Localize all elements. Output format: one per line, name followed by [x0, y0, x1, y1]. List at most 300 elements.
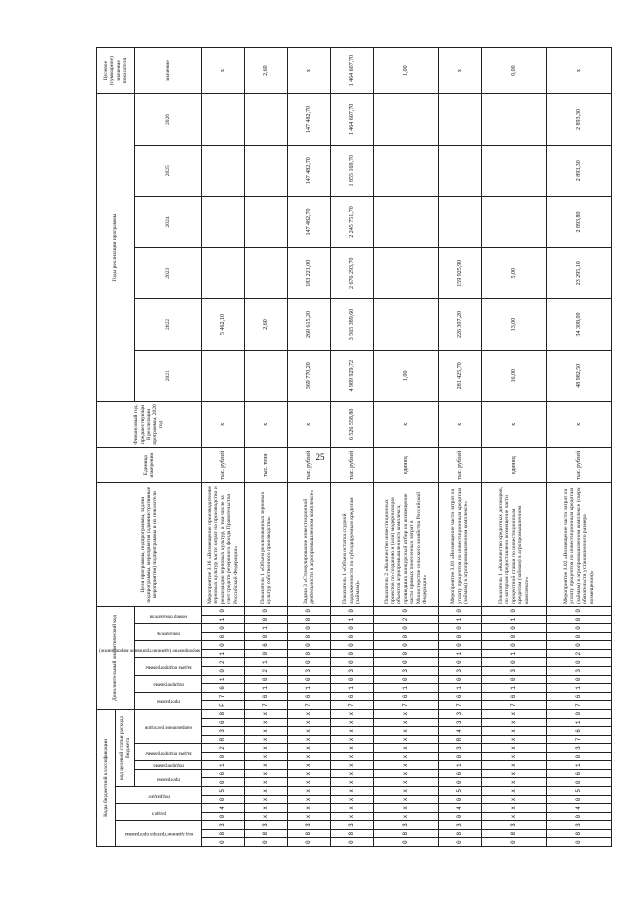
code-digit: х: [288, 787, 331, 796]
target-value: х: [439, 48, 482, 94]
code-digit: х: [374, 744, 439, 753]
program-item-name: Показатель 2 «Количество инвестиционных проектов по созданию и (или) модернизации объектов агропромышленного комплекса, прошедших конкурсный отбор на возмещение части прямых понесенных затрат в Министерстве сельского хозяйства Российской Федерации»: [374, 483, 439, 606]
code-digit: х: [482, 769, 547, 778]
year-value: [245, 196, 288, 247]
year-value: 4 989 929,72: [331, 350, 374, 401]
budget-target-code-header: код целевой статьи расхода бюджета: [116, 709, 135, 786]
code-digit: 0: [331, 675, 374, 684]
program-item-name: Показатель 1 «Объем остатка ссудной задолженности по субсидируемым кредитам (займам)»: [331, 483, 374, 606]
code-digit: 0: [547, 778, 612, 787]
table-row: [482, 48, 547, 847]
code-digit: 0: [547, 641, 612, 650]
target-value: х: [288, 48, 331, 94]
year-value: 2 676 293,70: [331, 248, 374, 299]
code-digit: 3: [482, 821, 547, 830]
financial-year-header: Финансовый год, предшествующий реализации программы, 2020 год: [97, 401, 202, 447]
year-value: 183 221,00: [288, 248, 331, 299]
year-value: [374, 248, 439, 299]
code-digit: 5: [202, 787, 245, 796]
code-digit: 6: [547, 727, 612, 736]
code-digit: 0: [331, 624, 374, 633]
year-value: [482, 196, 547, 247]
code-digit: х: [331, 718, 374, 727]
code-digit: 0: [482, 632, 547, 641]
code-digit: 0: [482, 675, 547, 684]
code-digit: х: [374, 804, 439, 813]
code-digit: х: [482, 795, 547, 804]
code-digit: 0: [547, 675, 612, 684]
code-digit: 8: [374, 829, 439, 838]
code-digit: х: [331, 804, 374, 813]
target-value: 1 464 607,70: [331, 48, 374, 94]
code-digit: 3: [547, 821, 612, 830]
code-digit: 3: [439, 667, 482, 676]
code-digit: 0: [439, 795, 482, 804]
year-value: 260 615,20: [288, 299, 331, 350]
code-digit: 0: [202, 667, 245, 676]
year-value: 2 245 751,70: [331, 196, 374, 247]
code-digit: 6: [202, 632, 245, 641]
year-2022-header: 2022: [135, 299, 202, 350]
code-digit: 1: [439, 761, 482, 770]
code-digit: 0: [331, 658, 374, 667]
code-digit: х: [288, 778, 331, 787]
unit-cell: единиц: [482, 447, 547, 483]
code-digit: 1: [482, 649, 547, 658]
code-digit: 0: [439, 624, 482, 633]
code-digit: 0: [288, 606, 331, 615]
code-digit: 0: [439, 812, 482, 821]
code-digit: 0: [288, 675, 331, 684]
year-value: [482, 94, 547, 145]
code-digit: R: [202, 735, 245, 744]
code-digit: х: [331, 744, 374, 753]
code-digit: 1: [439, 615, 482, 624]
code-digit: 4: [547, 804, 612, 813]
year-value: 147 482,70: [288, 94, 331, 145]
code-digit: х: [482, 761, 547, 770]
code-digit: 3: [547, 744, 612, 753]
code-digit: х: [374, 735, 439, 744]
financial-year-value: х: [547, 401, 612, 447]
code-digit: 8: [331, 829, 374, 838]
code-digit: 7: [439, 701, 482, 710]
code-digit: 3: [288, 821, 331, 830]
year-2026-header: 2026: [135, 94, 202, 145]
table-row: [288, 48, 331, 847]
year-value: 147 482,70: [288, 145, 331, 196]
code-digit: 0: [202, 752, 245, 761]
code-digit: 6: [482, 692, 547, 701]
year-value: [202, 248, 245, 299]
code-digit: х: [288, 709, 331, 718]
code-digit: 3: [374, 821, 439, 830]
code-digit: 0: [374, 624, 439, 633]
code-digit: 0: [439, 606, 482, 615]
table-row: [374, 48, 439, 847]
year-value: 2 893,30: [547, 94, 612, 145]
program-table: [96, 47, 612, 847]
code-digit: 3: [245, 821, 288, 830]
code-digit: 7: [245, 701, 288, 710]
code-digit: 0: [202, 624, 245, 633]
table-row: [547, 48, 612, 847]
code-digit: 7: [374, 701, 439, 710]
year-value: [439, 196, 482, 247]
code-digit: х: [374, 718, 439, 727]
page-number: 25: [315, 452, 325, 462]
code-digit: 0: [374, 675, 439, 684]
code-digit: 0: [547, 709, 612, 718]
code-digit: х: [288, 795, 331, 804]
year-value: [482, 145, 547, 196]
code-digit: 1: [482, 615, 547, 624]
code-digit: 4: [439, 727, 482, 736]
code-digit: х: [482, 709, 547, 718]
add-task-header: задача подпрограммы: [135, 658, 202, 675]
year-value: 2,60: [245, 299, 288, 350]
year-value: [202, 196, 245, 247]
code-digit: х: [482, 718, 547, 727]
code-digit: 6: [245, 692, 288, 701]
code-digit: 1: [202, 615, 245, 624]
year-2024-header: 2024: [135, 196, 202, 247]
year-value: [202, 350, 245, 401]
code-digit: х: [482, 735, 547, 744]
code-digit: 3: [202, 821, 245, 830]
unit-cell: тыс. тонн: [245, 447, 288, 483]
code-digit: х: [482, 787, 547, 796]
year-value: 147 482,70: [288, 196, 331, 247]
code-digit: 2: [202, 744, 245, 753]
code-digit: 3: [439, 744, 482, 753]
financial-year-value: х: [288, 401, 331, 447]
code-digit: х: [482, 778, 547, 787]
code-digit: х: [331, 735, 374, 744]
financial-year-value: х: [374, 401, 439, 447]
year-value: [245, 350, 288, 401]
code-digit: х: [288, 812, 331, 821]
expense-direction-header: направление расходов: [135, 709, 202, 743]
indicator-header: показатель: [135, 624, 202, 641]
code-digit: 0: [374, 632, 439, 641]
unit-cell: тыс. рублей: [439, 447, 482, 483]
code-digit: х: [245, 735, 288, 744]
code-digit: 0: [547, 838, 612, 847]
code-digit: х: [482, 804, 547, 813]
year-value: 1 464 607,70: [331, 94, 374, 145]
year-value: 3 565 389,60: [331, 299, 374, 350]
year-value: [374, 94, 439, 145]
code-digit: 0: [245, 606, 288, 615]
code-digit: 0: [482, 641, 547, 650]
code-digit: х: [482, 727, 547, 736]
table-row: [245, 48, 288, 847]
code-digit: х: [374, 752, 439, 761]
code-digit: 0: [547, 658, 612, 667]
year-value: 2 893,30: [547, 145, 612, 196]
code-digit: 0: [439, 778, 482, 787]
program-item-name: Показатель 1 «Количество кредитных договоров, по которым предоставлено возмещение части процентной ставки по инвестиционным кредитам (займам) в агропромышленном комплексе»: [482, 483, 547, 606]
code-digit: х: [245, 718, 288, 727]
code-digit: 8: [547, 829, 612, 838]
code-digit: х: [288, 718, 331, 727]
indicator-number-header: номер показателя: [135, 606, 202, 623]
code-digit: 0: [331, 632, 374, 641]
code-digit: 0: [439, 632, 482, 641]
code-digit: 1: [439, 649, 482, 658]
code-digit: х: [245, 778, 288, 787]
code-digit: 0: [374, 641, 439, 650]
code-digit: 0: [331, 606, 374, 615]
program-item-name: Мероприятие 3.02 «Возмещение части затрат на уплату процентов по инвестиционным кредитам (займам) в агропромышленном комплексе (сверх обязательств установленного размера возмещения)»: [547, 483, 612, 606]
code-digit: 0: [374, 658, 439, 667]
code-digit: 0: [288, 838, 331, 847]
code-digit: х: [288, 769, 331, 778]
year-value: 5,00: [482, 248, 547, 299]
code-digit: 0: [374, 649, 439, 658]
code-digit: х: [374, 769, 439, 778]
code-digit: х: [245, 812, 288, 821]
year-value: 281 425,70: [439, 350, 482, 401]
year-value: 1,00: [374, 350, 439, 401]
code-digit: 8: [202, 829, 245, 838]
year-value: 5 462,10: [202, 299, 245, 350]
target-value: х: [202, 48, 245, 94]
code-digit: 0: [439, 641, 482, 650]
code-digit: 0: [245, 615, 288, 624]
program-code-header: программа: [135, 769, 202, 786]
add-subprogram-header: подпрограмма: [135, 675, 202, 692]
code-digit: х: [245, 744, 288, 753]
code-digit: х: [245, 804, 288, 813]
subsection-header: подраздел: [116, 787, 202, 804]
code-digit: 0: [439, 675, 482, 684]
code-digit: 1: [439, 684, 482, 693]
code-digit: х: [482, 752, 547, 761]
code-digit: х: [245, 752, 288, 761]
code-digit: 0: [288, 624, 331, 633]
code-digit: 1: [202, 761, 245, 770]
year-value: [202, 145, 245, 196]
code-digit: х: [288, 727, 331, 736]
year-value: [245, 145, 288, 196]
code-digit: х: [245, 769, 288, 778]
year-value: [202, 94, 245, 145]
code-digit: 0: [202, 778, 245, 787]
code-digit: 8: [288, 829, 331, 838]
code-digit: 3: [374, 667, 439, 676]
code-digit: х: [288, 744, 331, 753]
code-digit: х: [288, 761, 331, 770]
code-digit: 1: [482, 684, 547, 693]
year-value: 159 925,90: [439, 248, 482, 299]
code-digit: 1: [202, 675, 245, 684]
code-digit: 4: [439, 804, 482, 813]
code-digit: 0: [202, 606, 245, 615]
year-2021-header: 2021: [135, 350, 202, 401]
code-digit: х: [331, 752, 374, 761]
code-digit: х: [374, 727, 439, 736]
code-digit: 0: [245, 838, 288, 847]
code-digit: 6: [245, 641, 288, 650]
code-digit: 7: [547, 735, 612, 744]
code-digit: 6: [331, 692, 374, 701]
code-digit: 0: [202, 812, 245, 821]
code-digit: 1: [245, 658, 288, 667]
unit-cell: тыс. рублей: [288, 447, 331, 483]
code-digit: х: [245, 787, 288, 796]
financial-year-value: х: [482, 401, 547, 447]
year-value: [439, 94, 482, 145]
code-digit: 8: [245, 829, 288, 838]
code-digit: 0: [288, 641, 331, 650]
code-digit: 0: [288, 632, 331, 641]
code-digit: 3: [439, 718, 482, 727]
code-digit: х: [288, 804, 331, 813]
code-digit: 1: [331, 615, 374, 624]
program-item-name: Мероприятие 3.01 «Возмещение части затрат на уплату процентов по инвестиционным кредитам (займам) в агропромышленном комплексе»: [439, 483, 482, 606]
code-digit: х: [245, 727, 288, 736]
code-digit: 6: [202, 684, 245, 693]
target-value: 0,00: [482, 48, 547, 94]
code-digit: 0: [245, 649, 288, 658]
code-digit: 1: [547, 684, 612, 693]
code-digit: 6: [288, 692, 331, 701]
code-digit: 6: [547, 692, 612, 701]
code-digit: 6: [439, 769, 482, 778]
code-digit: 0: [482, 838, 547, 847]
code-digit: R: [439, 735, 482, 744]
code-digit: 0: [374, 606, 439, 615]
code-digit: х: [331, 709, 374, 718]
code-digit: 3: [331, 667, 374, 676]
target-value: х: [547, 48, 612, 94]
code-digit: 0: [547, 632, 612, 641]
code-digit: 0: [439, 838, 482, 847]
year-value: [245, 248, 288, 299]
code-digit: 3: [439, 709, 482, 718]
financial-year-value: х: [439, 401, 482, 447]
year-value: 1 855 169,70: [331, 145, 374, 196]
year-value: 226 307,20: [439, 299, 482, 350]
value-header: значение: [135, 48, 202, 94]
year-value: [374, 299, 439, 350]
code-digit: х: [482, 812, 547, 821]
code-digit: 2: [245, 667, 288, 676]
code-digit: 5: [439, 787, 482, 796]
code-digit: 0: [202, 838, 245, 847]
code-digit: 8: [202, 709, 245, 718]
code-digit: 0: [547, 812, 612, 821]
code-digit: 0: [482, 624, 547, 633]
year-value: 369 770,20: [288, 350, 331, 401]
code-digit: 2: [547, 649, 612, 658]
program-item-name: Мероприятие 3.16 «Возмещение производителям зерновых культур части затрат на производство и реализацию зерновых культур, в том числе за счет средств резервного фонда Правительства Российской Федерации»: [202, 483, 245, 606]
admin-code-header: код администратора программы: [116, 821, 202, 847]
table-row: [202, 48, 245, 847]
unit-header: Единица измерения: [97, 447, 202, 483]
code-digit: 0: [202, 641, 245, 650]
year-value: 2 893,80: [547, 196, 612, 247]
code-digit: 0: [482, 658, 547, 667]
program-item-name: Задача 3 «Стимулирование инвестиционной деятельности в агропромышленном комплексе»: [288, 483, 331, 606]
year-value: [374, 145, 439, 196]
financial-year-value: 6 526 558,80: [331, 401, 374, 447]
code-digit: F: [202, 701, 245, 710]
unit-cell: тыс. рублей: [331, 447, 374, 483]
code-digit: 5: [547, 787, 612, 796]
code-digit: х: [245, 761, 288, 770]
code-digit: 0: [331, 641, 374, 650]
task-code-header: задача подпрограммы: [135, 744, 202, 761]
code-digit: 3: [202, 727, 245, 736]
code-digit: 1: [547, 718, 612, 727]
code-digit: 1: [547, 761, 612, 770]
code-digit: х: [482, 744, 547, 753]
code-digit: 7: [482, 701, 547, 710]
year-value: 34 308,00: [547, 299, 612, 350]
section-header: раздел: [116, 804, 202, 821]
code-digit: 0: [439, 752, 482, 761]
code-digit: 6: [202, 769, 245, 778]
code-digit: х: [245, 709, 288, 718]
add-program-header: программа: [135, 692, 202, 709]
code-digit: 1: [245, 684, 288, 693]
code-digit: 3: [331, 821, 374, 830]
program-item-name: Показатель 1 «Объем реализованных зерновых культур собственного производства»: [245, 483, 288, 606]
code-digit: х: [288, 735, 331, 744]
code-digit: 1: [202, 649, 245, 658]
target-value: 2,60: [245, 48, 288, 94]
year-value: 48 982,50: [547, 350, 612, 401]
subprogram-code-header: подпрограмма: [135, 761, 202, 770]
additional-code-header: Дополнительный аналитический код: [97, 606, 135, 709]
program-name-header: Цели программы, подпрограммы, задачи подпрограммы, мероприятия (административные мероприятия) подпрограммы и их показатели: [97, 483, 202, 606]
year-2025-header: 2025: [135, 145, 202, 196]
code-digit: х: [331, 769, 374, 778]
target-value: 1,00: [374, 48, 439, 94]
code-digit: 0: [288, 658, 331, 667]
code-digit: 0: [547, 752, 612, 761]
code-digit: 7: [288, 701, 331, 710]
target-value-header: Целевое (суммарное) значение показателя: [97, 48, 135, 94]
code-digit: 6: [547, 769, 612, 778]
code-digit: х: [374, 812, 439, 821]
code-digit: 0: [245, 675, 288, 684]
code-digit: 3: [288, 667, 331, 676]
code-digit: 1: [288, 684, 331, 693]
year-2023-header: 2023: [135, 248, 202, 299]
unit-cell: тыс. рублей: [547, 447, 612, 483]
unit-cell: единиц: [374, 447, 439, 483]
unit-cell: тыс. рублей: [202, 447, 245, 483]
table-row: [439, 48, 482, 847]
financial-year-value: х: [245, 401, 288, 447]
code-digit: 3: [482, 667, 547, 676]
code-digit: 8: [439, 829, 482, 838]
code-digit: 2: [374, 615, 439, 624]
code-digit: 2: [202, 658, 245, 667]
code-digit: 4: [202, 804, 245, 813]
code-digit: 8: [482, 829, 547, 838]
code-digit: 3: [439, 821, 482, 830]
code-digit: 0: [547, 606, 612, 615]
code-digit: 0: [547, 624, 612, 633]
budget-codes-header: Коды бюджетной классификации: [97, 709, 116, 846]
code-digit: х: [374, 795, 439, 804]
code-digit: 0: [331, 649, 374, 658]
